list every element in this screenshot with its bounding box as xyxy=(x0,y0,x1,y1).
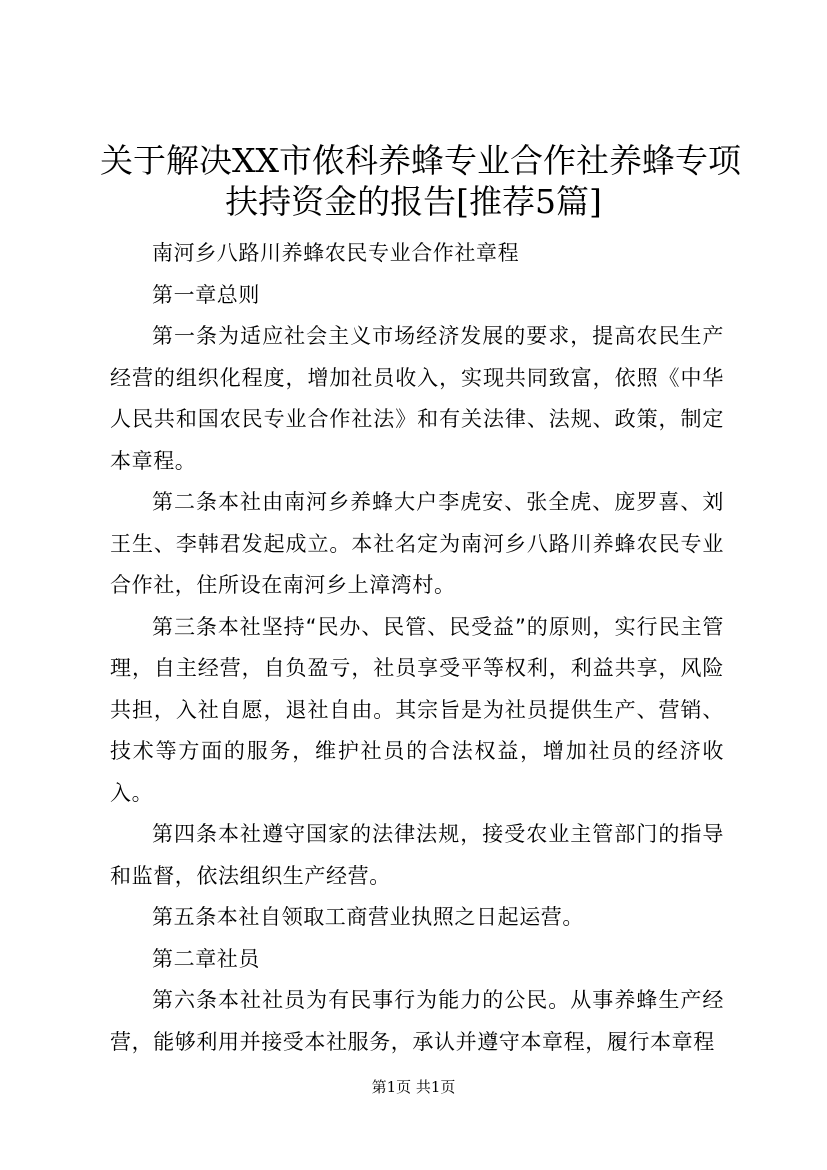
paragraph-article-4: 第四条本社遵守国家的法律法规，接受农业主管部门的指导和监督，依法组织生产经营。 xyxy=(110,822,724,888)
paragraph-article-3: 第三条本社坚持“民办、民管、民受益”的原则，实行民主管理，自主经营，自负盈亏，社员享受平等权利，利益共享，风险共担，入社自愿，退社自由。其宗旨是为社员提供生产、营销、技术等方面的服务，维护社员的合法权益，增加社员的经济收入。 xyxy=(110,614,724,805)
paragraph-chapter-2-heading: 第二章社员 xyxy=(152,946,260,971)
title-line-2: 扶持资金的报告[推荐5篇] xyxy=(225,182,602,221)
paragraph-article-6: 第六条本社社员为有民事行为能力的公民。从事养蜂生产经营，能够利用并接受本社服务，承认并遵守本章程，履行本章程 xyxy=(110,988,724,1054)
document-body xyxy=(110,233,724,1063)
paragraph-article-1: 第一条为适应社会主义市场经济发展的要求，提高农民生产经营的组织化程度，增加社员收入，实现共同致富，依照《中华人民共和国农民专业合作社法》和有关法律、法规、政策，制定本章程。 xyxy=(110,324,724,473)
paragraph-article-2: 第二条本社由南河乡养蜂大户李虎安、张全虎、庞罗喜、刘王生、李韩君发起成立。本社名定为南河乡八路川养蜂农民专业合作社，住所设在南河乡上漳湾村。 xyxy=(110,490,724,597)
paragraph-article-5: 第五条本社自领取工商营业执照之日起运营。 xyxy=(152,905,584,929)
paragraph-chapter-1-heading: 第一章总则 xyxy=(152,282,260,307)
title-line-1: 关于解决XX市侬科养蜂专业合作社养蜂专项 xyxy=(100,141,741,180)
page-number-footer: 第1页 共1页 xyxy=(371,1078,456,1096)
document-title xyxy=(100,140,741,222)
paragraph-cooperative-name: 南河乡八路川养蜂农民专业合作社章程 xyxy=(152,241,520,265)
